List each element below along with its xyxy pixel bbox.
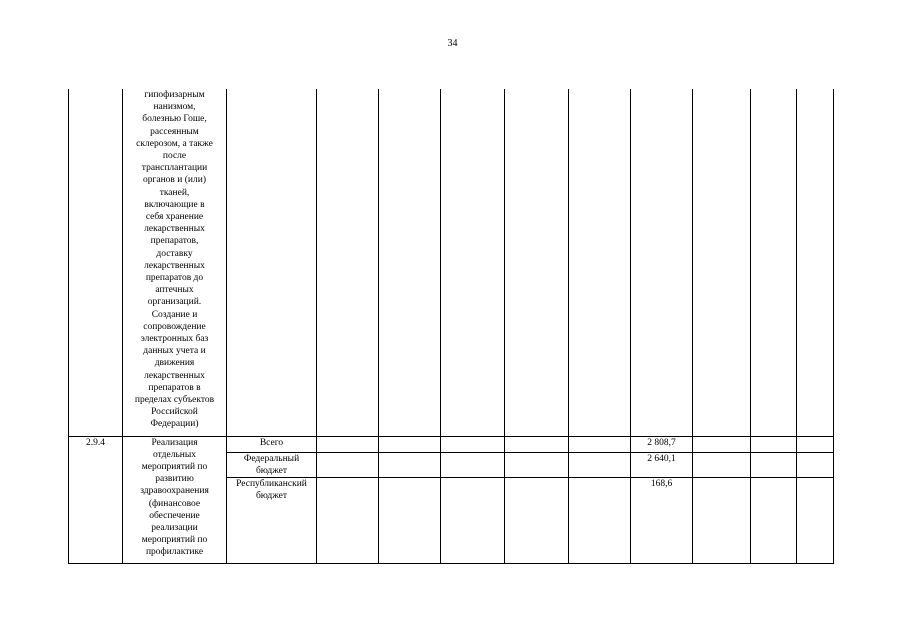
description-line: Создание и [151, 309, 198, 320]
description-line: данных учета и [143, 346, 206, 357]
funding-source-republican: Республиканский бюджет [227, 477, 317, 563]
description-line: препаратов в [148, 382, 201, 393]
description-line: лекарственных [144, 224, 205, 235]
item-title-line: здравоохранения [140, 486, 209, 497]
description-line: электронных баз [140, 334, 209, 345]
description-line: после [162, 151, 187, 162]
description-line: тканей, [159, 187, 190, 198]
description-line: себя хранение [145, 212, 204, 223]
description-line: пределах субъектов [134, 395, 215, 406]
continuation-description [123, 89, 227, 436]
description-line: органов и (или) [142, 175, 206, 186]
code-cell [69, 89, 123, 436]
description-line: организаций. [147, 297, 202, 308]
page-number: 34 [447, 38, 458, 49]
description-line: рассеянным [150, 126, 199, 137]
description-line: лекарственных [144, 370, 205, 381]
item-title-line: профилактике [145, 547, 204, 558]
description-line: Российской [151, 407, 198, 418]
funding-source-total: Всего [227, 436, 317, 452]
description-line: нанизмом, [153, 102, 196, 113]
description-line: лекарственных [144, 260, 205, 271]
description-line: гипофизарным [144, 90, 205, 100]
item-title-line: мероприятий по [141, 461, 208, 472]
value-federal: 2 640,1 [631, 452, 693, 477]
description-line: движения [154, 358, 195, 369]
item-title-line: Реализация [151, 437, 198, 448]
description-line: доставку [156, 248, 193, 259]
item-title-line: (финансовое [148, 498, 201, 509]
description-line: сопровождение [143, 321, 206, 332]
value-total: 2 808,7 [631, 436, 693, 452]
continuation-row [69, 89, 834, 436]
item-row-total [69, 436, 834, 452]
item-title-line: реализации [151, 522, 198, 533]
budget-table [68, 89, 834, 564]
item-title-line: обеспечение [149, 510, 200, 521]
value-republican: 168,6 [631, 477, 693, 563]
description-line: болезнью Гоше, [142, 114, 207, 125]
funding-source-federal: Федеральный бюджет [227, 452, 317, 477]
description-line: Федерации) [150, 419, 199, 430]
description-line: препаратов, [150, 236, 199, 247]
description-line: препаратов до [145, 273, 204, 284]
item-title-line: развитию [155, 474, 194, 485]
item-title [123, 436, 227, 563]
item-code: 2.9.4 [69, 436, 123, 563]
item-title-line: отдельных [153, 449, 196, 460]
item-title-line: мероприятий по [141, 535, 208, 546]
description-line: трансплантации [141, 163, 208, 174]
description-line: включающие в [144, 199, 205, 210]
description-line: склерозом, а также [136, 138, 213, 149]
description-line: аптечных [155, 285, 194, 296]
